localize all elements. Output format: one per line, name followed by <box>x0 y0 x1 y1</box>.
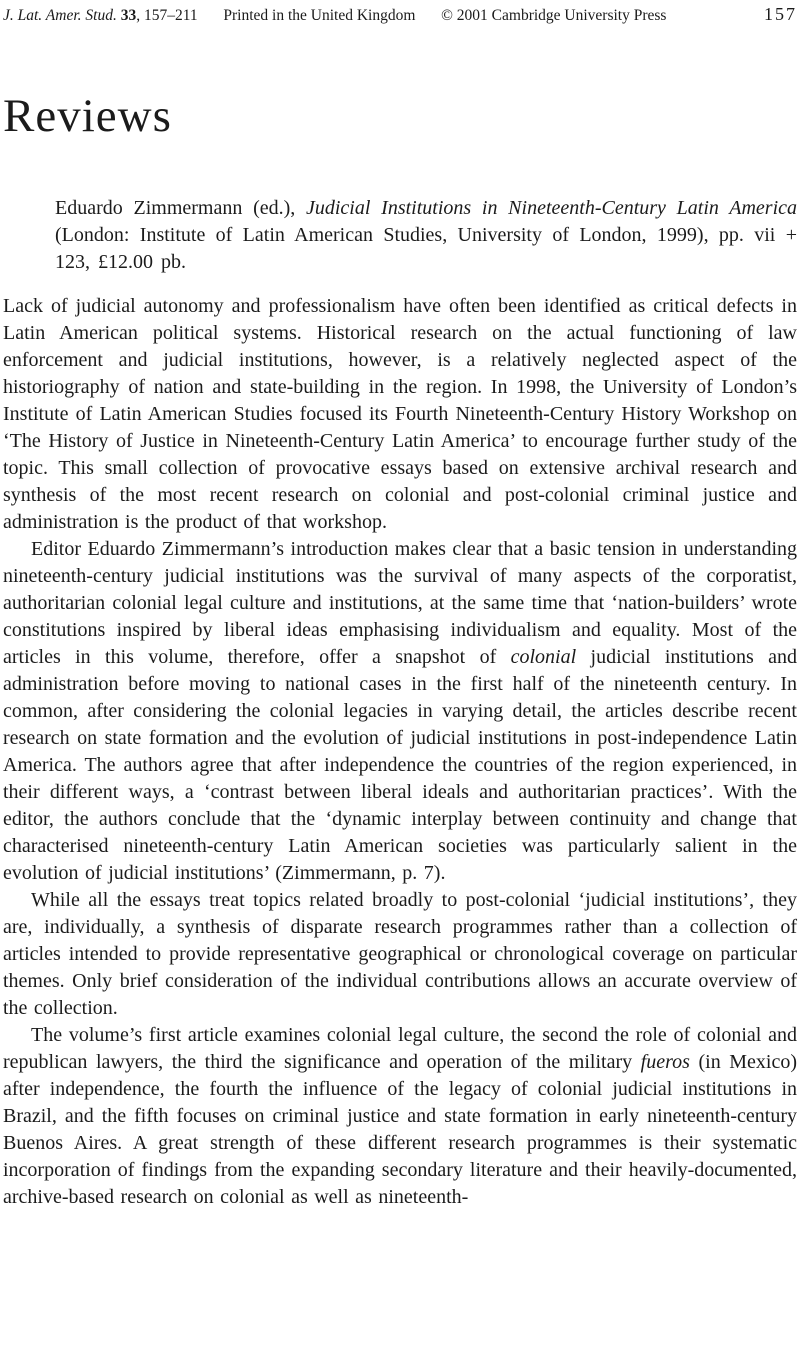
text-run: While all the essays treat topics related broadly to post-colonial ‘judicial institutions’, they are, individually, a synthesis of disparate research programmes rather than a collection of articles intended to provide representative geographical or chronological coverage on particular themes. Only brief consideration of the individual contributions allows an accurate overview of the collection. <box>3 888 797 1019</box>
body-paragraphs <box>3 293 797 1211</box>
copyright-notice: © 2001 Cambridge University Press <box>441 7 667 24</box>
text-run: The volume’s first article examines colonial legal culture, the second the role of colonial and republican lawyers, the third the significance and operation of the military <box>3 1023 797 1073</box>
journal-abbreviation: J. Lat. Amer. Stud. <box>3 7 117 24</box>
journal-volume: 33 <box>120 7 137 24</box>
text-run: judicial institutions and administration before moving to national cases in the first half of the nineteenth century. In common, after considering the colonial legacies in varying detail, the articles describe recent research on state formation and the evolution of judicial institutions in post-independence Latin America. The authors agree that after independence the countries of the region experienced, in their different ways, a ‘contrast between liberal ideals and authoritarian practices’. With the editor, the authors conclude that the ‘dynamic interplay between continuity and change that characterised nineteenth-century Latin American societies was particularly salient in the evolution of judicial institutions’ (Zimmermann, p. 7). <box>3 645 798 884</box>
book-citation <box>55 195 797 276</box>
italic-text: Judicial Institutions in Nineteenth-Century Latin America <box>306 196 797 219</box>
paragraph <box>3 887 797 1022</box>
paragraph <box>3 293 797 536</box>
page-number: 157 <box>764 4 797 24</box>
paragraph <box>3 536 797 887</box>
text-run: Eduardo Zimmermann (ed.), <box>55 196 306 219</box>
printed-in-notice: Printed in the United Kingdom <box>223 7 416 24</box>
running-head <box>3 4 797 25</box>
paragraph <box>3 1022 797 1211</box>
text-run: (London: Institute of Latin American Studies, University of London, 1999), pp. vii + 123, £12.00 pb. <box>55 223 797 273</box>
italic-text: colonial <box>510 645 577 668</box>
text-run: Lack of judicial autonomy and professionalism have often been identified as critical defects in Latin American political systems. Historical research on the actual functioning of law enforcement and judicial institutions, however, is a relatively neglected aspect of the historiography of nation and state-building in the region. In 1998, the University of London’s Institute of Latin American Studies focused its Fourth Nineteenth-Century History Workshop on ‘The History of Justice in Nineteenth-Century Latin America’ to encourage further study of the topic. This small collection of provocative essays based on extensive archival research and synthesis of the most recent research on colonial and post-colonial criminal justice and administration is the product of that workshop. <box>3 294 797 533</box>
italic-text: fueros <box>640 1050 690 1073</box>
journal-pages-range: , 157–211 <box>136 7 198 24</box>
text-run: (in Mexico) after independence, the fourth the influence of the legacy of colonial judicial institutions in Brazil, and the fifth focuses on criminal justice and state formation in early nineteenth-century Buenos Aires. A great strength of these different research programmes is their systematic incorporation of findings from the expanding secondary literature and their heavily-documented, archive-based research on colonial as well as nineteenth- <box>3 1050 797 1208</box>
text-run: Editor Eduardo Zimmermann’s introduction makes clear that a basic tension in understanding nineteenth-century judicial institutions was the survival of many aspects of the corporatist, authoritarian colonial legal culture and institutions, at the same time that ‘nation-builders’ wrote constitutions inspired by liberal ideas emphasising individualism and equality. Most of the articles in this volume, therefore, offer a snapshot of <box>3 537 797 668</box>
running-head-left <box>3 7 666 25</box>
page-title: Reviews <box>3 90 172 142</box>
